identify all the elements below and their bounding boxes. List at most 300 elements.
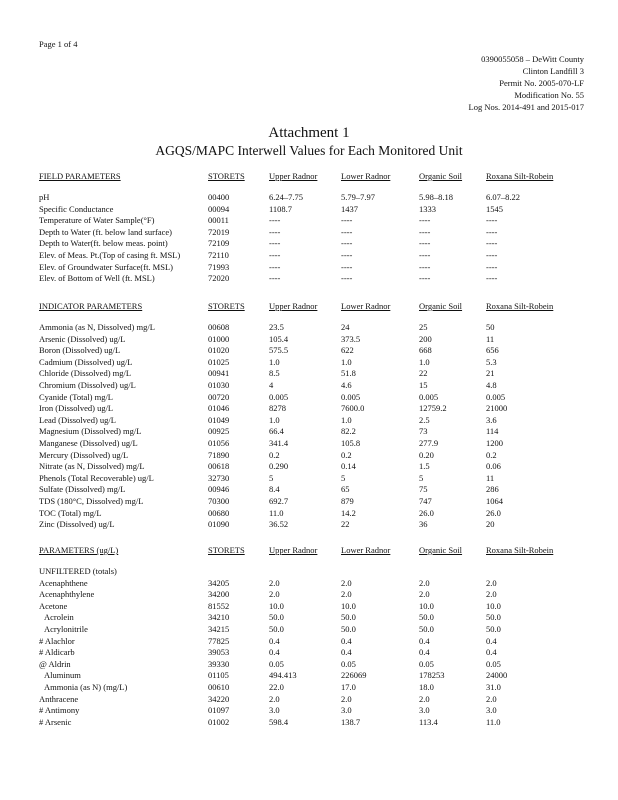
storet-code: 01056 — [208, 437, 230, 448]
upper-radnor-value: 4 — [269, 379, 274, 390]
lower-radnor-value: ---- — [341, 273, 353, 284]
roxana-silt-robein-value: 5.3 — [486, 356, 497, 367]
lower-radnor-value: 0.005 — [341, 391, 361, 402]
table-row — [39, 345, 599, 357]
organic-soil-value: 5.98–8.18 — [419, 192, 453, 202]
parameter-name: Elev. of Groundwater Surface(ft. MSL) — [39, 261, 173, 272]
table-row — [39, 473, 599, 485]
organic-soil-value: 75 — [419, 484, 428, 495]
table-row — [39, 717, 599, 729]
table-row — [39, 438, 599, 450]
roxana-silt-robein-value: 2.0 — [486, 577, 497, 588]
parameter-name: Temperature of Water Sample(°F) — [39, 215, 155, 226]
organic-soil-value: 178253 — [419, 670, 445, 681]
roxana-silt-robein-value: ---- — [486, 238, 498, 249]
roxana-silt-robein-value: 50.0 — [486, 623, 501, 634]
storet-code: 34205 — [208, 577, 230, 588]
storet-code: 71993 — [208, 261, 230, 272]
organic-soil-value: 12759.2 — [419, 403, 447, 414]
lower-radnor-value: 82.2 — [341, 426, 356, 437]
lower-radnor-value: 5.79–7.97 — [341, 192, 375, 202]
parameter-name: Acetone — [39, 600, 68, 611]
parameter-name: Chromium (Dissolved) ug/L — [39, 379, 136, 390]
lower-radnor-value: 138.7 — [341, 716, 361, 727]
upper-radnor-value: 692.7 — [269, 495, 289, 506]
lower-radnor-value: 50.0 — [341, 623, 356, 634]
column-header: Roxana Silt-Robein — [486, 301, 554, 311]
lower-radnor-value: 2.0 — [341, 577, 352, 588]
organic-soil-value: 0.4 — [419, 635, 430, 646]
upper-radnor-value: 1108.7 — [269, 203, 293, 214]
table-row — [39, 215, 599, 227]
roxana-silt-robein-value: 11 — [486, 472, 495, 483]
lower-radnor-value: 14.2 — [341, 507, 356, 518]
parameter-name: Boron (Dissolved) ug/L — [39, 345, 121, 356]
storet-code: 72019 — [208, 226, 230, 237]
lower-radnor-value: ---- — [341, 215, 353, 226]
parameter-name: Acenaphthene — [39, 577, 88, 588]
parameter-name: Acrylonitrile — [44, 623, 88, 634]
storet-code: 32730 — [208, 472, 230, 483]
column-header: Lower Radnor — [341, 171, 391, 181]
roxana-silt-robein-value: ---- — [486, 226, 498, 237]
storet-code: 01049 — [208, 414, 230, 425]
upper-radnor-value: 36.52 — [269, 519, 289, 530]
upper-radnor-value: ---- — [269, 249, 281, 260]
roxana-silt-robein-value: 26.0 — [486, 507, 501, 518]
organic-soil-value: ---- — [419, 273, 431, 284]
upper-radnor-value: 0.005 — [269, 391, 289, 402]
lower-radnor-value: 879 — [341, 495, 354, 506]
parameter-name: Cyanide (Total) mg/L — [39, 391, 113, 402]
storet-code: 34220 — [208, 693, 230, 704]
roxana-silt-robein-value: 0.4 — [486, 647, 497, 658]
organic-soil-value: 2.0 — [419, 589, 430, 600]
table-row — [39, 250, 599, 262]
upper-radnor-value: 50.0 — [269, 623, 284, 634]
storet-code: 39330 — [208, 658, 230, 669]
storet-code: 01000 — [208, 333, 230, 344]
upper-radnor-value: ---- — [269, 273, 281, 284]
lower-radnor-value: 0.2 — [341, 449, 352, 460]
parameter-name: TDS (180°C, Dissolved) mg/L — [39, 495, 144, 506]
parameter-name: pH — [39, 192, 50, 202]
table-row — [39, 612, 599, 624]
lower-radnor-value: 10.0 — [341, 600, 356, 611]
storet-code: 00720 — [208, 391, 230, 402]
upper-radnor-value: 2.0 — [269, 589, 280, 600]
organic-soil-value: 2.0 — [419, 693, 430, 704]
roxana-silt-robein-value: 1200 — [486, 437, 503, 448]
parameter-name: Acenaphthylene — [39, 589, 95, 600]
upper-radnor-value: 105.4 — [269, 333, 289, 344]
roxana-silt-robein-value: 50.0 — [486, 612, 501, 623]
table-row — [39, 589, 599, 601]
column-header: STORETS — [208, 301, 245, 311]
organic-soil-value: 1333 — [419, 203, 436, 214]
organic-soil-value: 3.0 — [419, 705, 430, 716]
upper-radnor-value: 2.0 — [269, 577, 280, 588]
roxana-silt-robein-value: 0.06 — [486, 461, 501, 472]
roxana-silt-robein-value: 2.0 — [486, 693, 497, 704]
table-row — [39, 508, 599, 520]
lower-radnor-value: 17.0 — [341, 681, 356, 692]
column-header: Organic Soil — [419, 545, 463, 555]
table-row — [39, 578, 599, 590]
upper-radnor-value: 0.4 — [269, 635, 280, 646]
storet-code: 00608 — [208, 322, 230, 332]
organic-soil-value: 747 — [419, 495, 432, 506]
parameter-name: # Alachlor — [39, 635, 75, 646]
organic-soil-value: 25 — [419, 322, 428, 332]
header-line: 0390055058 – DeWitt County — [481, 54, 584, 64]
table-header — [39, 544, 599, 556]
roxana-silt-robein-value: 21 — [486, 368, 495, 379]
organic-soil-value: 2.0 — [419, 577, 430, 588]
table-row — [39, 238, 599, 250]
storet-code: 01025 — [208, 356, 230, 367]
organic-soil-value: 113.4 — [419, 716, 438, 727]
table-row — [39, 461, 599, 473]
parameters-table — [39, 544, 599, 728]
table-row — [39, 380, 599, 392]
organic-soil-value: 1.0 — [419, 356, 430, 367]
parameter-name: Depth to Water(ft. below meas. point) — [39, 238, 168, 249]
organic-soil-value: 668 — [419, 345, 432, 356]
roxana-silt-robein-value: 11 — [486, 333, 495, 344]
upper-radnor-value: 575.5 — [269, 345, 289, 356]
parameter-name: Lead (Dissolved) ug/L — [39, 414, 116, 425]
storet-code: 72109 — [208, 238, 230, 249]
upper-radnor-value: ---- — [269, 215, 281, 226]
header-line: Permit No. 2005-070-LF — [499, 78, 584, 88]
roxana-silt-robein-value: ---- — [486, 249, 498, 260]
column-header: Lower Radnor — [341, 301, 391, 311]
table-header — [39, 300, 599, 312]
table-row — [39, 334, 599, 346]
roxana-silt-robein-value: 3.0 — [486, 705, 497, 716]
table-row — [39, 204, 599, 216]
storet-code: 01090 — [208, 519, 230, 530]
upper-radnor-value: 22.0 — [269, 681, 284, 692]
table-row — [39, 682, 599, 694]
attachment-title: Attachment 1 — [268, 125, 350, 141]
storet-code: 00610 — [208, 681, 230, 692]
parameter-name: Aluminum — [44, 670, 81, 681]
table-header — [39, 170, 599, 182]
upper-radnor-value: ---- — [269, 226, 281, 237]
table-row — [39, 368, 599, 380]
table-row — [39, 262, 599, 274]
table-row — [39, 415, 599, 427]
roxana-silt-robein-value: 20 — [486, 519, 495, 530]
roxana-silt-robein-value: 1064 — [486, 495, 503, 506]
storet-code: 00618 — [208, 461, 230, 472]
lower-radnor-value: 24 — [341, 322, 350, 332]
storet-code: 01105 — [208, 670, 229, 681]
lower-radnor-value: 1.0 — [341, 414, 352, 425]
parameter-name: Nitrate (as N, Dissolved) mg/L — [39, 461, 145, 472]
storet-code: 81552 — [208, 600, 230, 611]
table-row — [39, 694, 599, 706]
parameter-name: Sulfate (Dissolved) mg/L — [39, 484, 126, 495]
parameter-name: Arsenic (Dissolved) ug/L — [39, 333, 126, 344]
storet-code: 00925 — [208, 426, 230, 437]
table-row — [39, 426, 599, 438]
storet-code: 00094 — [208, 203, 230, 214]
organic-soil-value: 36 — [419, 519, 428, 530]
parameter-name: Elev. of Bottom of Well (ft. MSL) — [39, 273, 155, 284]
upper-radnor-value: ---- — [269, 261, 281, 272]
table-row — [39, 670, 599, 682]
table-subheading: UNFILTERED (totals) — [39, 566, 117, 576]
organic-soil-value: ---- — [419, 238, 431, 249]
upper-radnor-value: 8278 — [269, 403, 286, 414]
parameter-name: Ammonia (as N) (mg/L) — [44, 681, 128, 692]
column-header: Organic Soil — [419, 171, 463, 181]
parameter-name: @ Aldrin — [39, 658, 71, 669]
lower-radnor-value: 0.4 — [341, 647, 352, 658]
roxana-silt-robein-value: 4.8 — [486, 379, 497, 390]
roxana-silt-robein-value: 6.07–8.22 — [486, 192, 520, 202]
table-row — [39, 496, 599, 508]
storet-code: 72020 — [208, 273, 230, 284]
roxana-silt-robein-value: ---- — [486, 215, 498, 226]
upper-radnor-value: 0.290 — [269, 461, 289, 472]
storet-code: 34200 — [208, 589, 230, 600]
table-row — [39, 659, 599, 671]
lower-radnor-value: ---- — [341, 249, 353, 260]
storet-code: 01046 — [208, 403, 230, 414]
upper-radnor-value: 1.0 — [269, 356, 280, 367]
upper-radnor-value: 50.0 — [269, 612, 284, 623]
organic-soil-value: 15 — [419, 379, 428, 390]
upper-radnor-value: 23.5 — [269, 322, 284, 332]
table-row — [39, 519, 599, 531]
roxana-silt-robein-value: 114 — [486, 426, 499, 437]
upper-radnor-value: 341.4 — [269, 437, 289, 448]
storet-code: 01097 — [208, 705, 230, 716]
lower-radnor-value: 22 — [341, 519, 350, 530]
column-header: PARAMETERS (ug/L) — [39, 545, 119, 555]
lower-radnor-value: 65 — [341, 484, 350, 495]
parameter-name: # Arsenic — [39, 716, 72, 727]
roxana-silt-robein-value: 656 — [486, 345, 499, 356]
organic-soil-value: 0.20 — [419, 449, 434, 460]
lower-radnor-value: 226069 — [341, 670, 367, 681]
parameter-name: # Antimony — [39, 705, 80, 716]
upper-radnor-value: 8.5 — [269, 368, 280, 379]
storet-code: 39053 — [208, 647, 230, 658]
parameter-name: Elev. of Meas. Pt.(Top of casing ft. MSL) — [39, 249, 181, 260]
storet-code: 34215 — [208, 623, 230, 634]
roxana-silt-robein-value: 3.6 — [486, 414, 497, 425]
upper-radnor-value: 10.0 — [269, 600, 284, 611]
roxana-silt-robein-value: 21000 — [486, 403, 508, 414]
lower-radnor-value: 0.14 — [341, 461, 356, 472]
upper-radnor-value: 3.0 — [269, 705, 280, 716]
upper-radnor-value: 5 — [269, 472, 274, 483]
table-row — [39, 273, 599, 285]
header-line: Modification No. 55 — [514, 90, 584, 100]
upper-radnor-value: 11.0 — [269, 507, 284, 518]
parameter-name: Iron (Dissolved) ug/L — [39, 403, 114, 414]
field-parameters-table — [39, 170, 599, 285]
table-row — [39, 705, 599, 717]
storet-code: 00400 — [208, 192, 230, 202]
lower-radnor-value: ---- — [341, 261, 353, 272]
roxana-silt-robein-value: 10.0 — [486, 600, 501, 611]
table-row — [39, 450, 599, 462]
parameter-name: TOC (Total) mg/L — [39, 507, 102, 518]
roxana-silt-robein-value: 0.005 — [486, 391, 506, 402]
storet-code: 34210 — [208, 612, 230, 623]
table-row — [39, 192, 599, 204]
parameter-name: Acrolein — [44, 612, 74, 623]
organic-soil-value: 0.4 — [419, 647, 430, 658]
upper-radnor-value: 1.0 — [269, 414, 280, 425]
organic-soil-value: 277.9 — [419, 437, 439, 448]
upper-radnor-value: 66.4 — [269, 426, 284, 437]
document-header — [469, 53, 584, 113]
lower-radnor-value: 0.4 — [341, 635, 352, 646]
column-header: Roxana Silt-Robein — [486, 171, 554, 181]
roxana-silt-robein-value: 0.05 — [486, 658, 501, 669]
table-row — [39, 647, 599, 659]
organic-soil-value: 200 — [419, 333, 432, 344]
organic-soil-value: 1.5 — [419, 461, 430, 472]
roxana-silt-robein-value: 24000 — [486, 670, 508, 681]
upper-radnor-value: ---- — [269, 238, 281, 249]
upper-radnor-value: 0.05 — [269, 658, 284, 669]
storet-code: 00011 — [208, 215, 229, 226]
table-row — [39, 322, 599, 334]
roxana-silt-robein-value: 1545 — [486, 203, 503, 214]
upper-radnor-value: 0.2 — [269, 449, 280, 460]
lower-radnor-value: 7600.0 — [341, 403, 365, 414]
lower-radnor-value: 1437 — [341, 203, 358, 214]
organic-soil-value: ---- — [419, 261, 431, 272]
roxana-silt-robein-value: 11.0 — [486, 716, 501, 727]
column-header: Lower Radnor — [341, 545, 391, 555]
lower-radnor-value: 105.8 — [341, 437, 361, 448]
parameter-name: Zinc (Dissolved) ug/L — [39, 519, 115, 530]
indicator-parameters-table — [39, 300, 599, 531]
roxana-silt-robein-value: ---- — [486, 273, 498, 284]
storet-code: 00680 — [208, 507, 230, 518]
organic-soil-value: ---- — [419, 226, 431, 237]
parameter-name: Depth to Water (ft. below land surface) — [39, 226, 172, 237]
roxana-silt-robein-value: 0.2 — [486, 449, 497, 460]
organic-soil-value: 26.0 — [419, 507, 434, 518]
storet-code: 70300 — [208, 495, 230, 506]
lower-radnor-value: 622 — [341, 345, 354, 356]
organic-soil-value: 0.05 — [419, 658, 434, 669]
column-header: INDICATOR PARAMETERS — [39, 301, 143, 311]
lower-radnor-value: ---- — [341, 238, 353, 249]
storet-code: 77825 — [208, 635, 230, 646]
header-line: Log Nos. 2014-491 and 2015-017 — [468, 102, 584, 112]
organic-soil-value: 0.005 — [419, 391, 439, 402]
column-header: STORETS — [208, 545, 245, 555]
parameter-name: Specific Conductance — [39, 203, 114, 214]
upper-radnor-value: 0.4 — [269, 647, 280, 658]
storet-code: 01002 — [208, 716, 230, 727]
storet-code: 01020 — [208, 345, 230, 356]
parameter-name: Manganese (Dissolved) ug/L — [39, 437, 138, 448]
roxana-silt-robein-value: 0.4 — [486, 635, 497, 646]
organic-soil-value: ---- — [419, 249, 431, 260]
parameter-name: # Aldicarb — [39, 647, 75, 658]
attachment-subtitle: AGQS/MAPC Interwell Values for Each Monitored Unit — [155, 143, 463, 158]
upper-radnor-value: 6.24–7.75 — [269, 192, 303, 202]
parameter-name: Magnesium (Dissolved) mg/L — [39, 426, 142, 437]
parameter-name: Phenols (Total Recoverable) ug/L — [39, 472, 154, 483]
organic-soil-value: 5 — [419, 472, 424, 483]
page-number: Page 1 of 4 — [39, 39, 78, 49]
table-row — [39, 227, 599, 239]
table-row — [39, 392, 599, 404]
column-header: Upper Radnor — [269, 301, 318, 311]
organic-soil-value: 73 — [419, 426, 428, 437]
lower-radnor-value: ---- — [341, 226, 353, 237]
organic-soil-value: ---- — [419, 215, 431, 226]
storet-code: 71890 — [208, 449, 230, 460]
storet-code: 00946 — [208, 484, 230, 495]
table-row — [39, 403, 599, 415]
roxana-silt-robein-value: 50 — [486, 322, 495, 332]
upper-radnor-value: 494.413 — [269, 670, 297, 681]
column-header: FIELD PARAMETERS — [39, 171, 121, 181]
storet-code: 72110 — [208, 249, 229, 260]
organic-soil-value: 50.0 — [419, 612, 434, 623]
storet-code: 00941 — [208, 368, 230, 379]
header-line: Clinton Landfill 3 — [522, 66, 584, 76]
lower-radnor-value: 0.05 — [341, 658, 356, 669]
parameter-name: Anthracene — [39, 693, 79, 704]
table-row — [39, 601, 599, 613]
organic-soil-value: 18.0 — [419, 681, 434, 692]
table-row — [39, 636, 599, 648]
parameter-name: Ammonia (as N, Dissolved) mg/L — [39, 322, 155, 332]
lower-radnor-value: 2.0 — [341, 693, 352, 704]
roxana-silt-robein-value: 31.0 — [486, 681, 501, 692]
table-row — [39, 484, 599, 496]
lower-radnor-value: 5 — [341, 472, 346, 483]
parameter-name: Mercury (Dissolved) ug/L — [39, 449, 129, 460]
organic-soil-value: 22 — [419, 368, 428, 379]
roxana-silt-robein-value: 2.0 — [486, 589, 497, 600]
lower-radnor-value: 51.8 — [341, 368, 356, 379]
organic-soil-value: 2.5 — [419, 414, 430, 425]
roxana-silt-robein-value: ---- — [486, 261, 498, 272]
lower-radnor-value: 1.0 — [341, 356, 352, 367]
organic-soil-value: 10.0 — [419, 600, 434, 611]
column-header: STORETS — [208, 171, 245, 181]
lower-radnor-value: 2.0 — [341, 589, 352, 600]
column-header: Organic Soil — [419, 301, 463, 311]
roxana-silt-robein-value: 286 — [486, 484, 499, 495]
lower-radnor-value: 373.5 — [341, 333, 361, 344]
upper-radnor-value: 598.4 — [269, 716, 289, 727]
parameter-name: Cadmium (Dissolved) ug/L — [39, 356, 133, 367]
upper-radnor-value: 2.0 — [269, 693, 280, 704]
lower-radnor-value: 4.6 — [341, 379, 352, 390]
parameter-name: Chloride (Dissolved) mg/L — [39, 368, 132, 379]
lower-radnor-value: 50.0 — [341, 612, 356, 623]
storet-code: 01030 — [208, 379, 230, 390]
organic-soil-value: 50.0 — [419, 623, 434, 634]
